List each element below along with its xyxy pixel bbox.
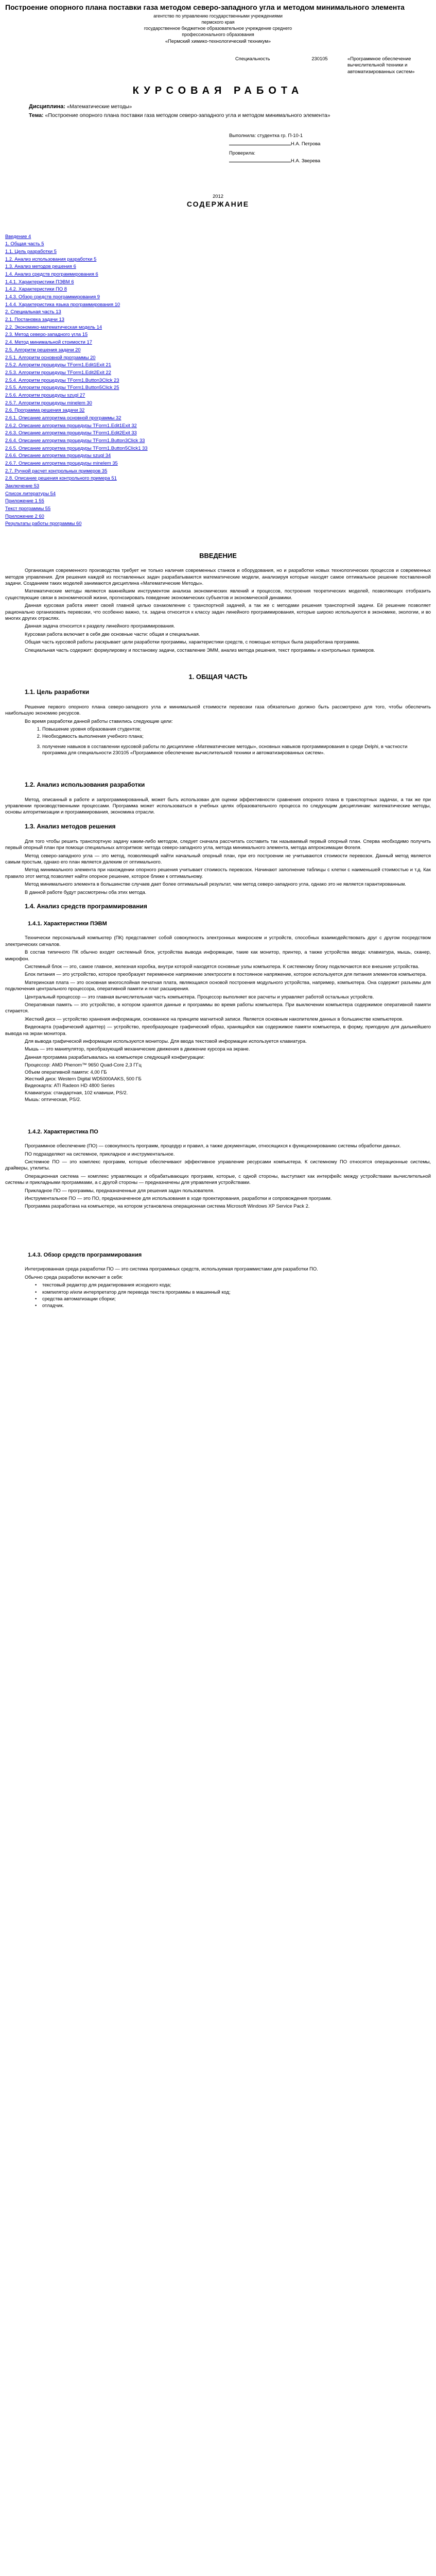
spec-line: Видеокарта: ATI Radeon HD 4800 Series	[25, 1082, 115, 1089]
paragraph: Метод минимального элемента при нахождении опорного решения учитывает стоимость перевозок. Начинают заполнение таблицы с клетки с наименьшей стоимостью и т.д. Как правило этот метод позволяет найти опорное решение, которое ближе к оптимальному.	[5, 867, 431, 879]
paragraph: Интегрированная среда разработки ПО — это система программных средств, используемая программистами для разработки ПО.	[25, 1266, 318, 1272]
toc-link[interactable]: 1.4. Анализ средств программирования 6	[5, 271, 98, 277]
toc-item[interactable]	[5, 474, 431, 482]
checked-by: Проверила:	[229, 150, 255, 156]
toc-item[interactable]	[5, 422, 431, 430]
title-line: агентство по управлению государственными учреждениями	[153, 13, 283, 19]
list-item	[35, 1282, 431, 1288]
goals-list-continued	[5, 743, 431, 756]
title-line: государственное бюджетное образовательное учреждение среднего	[144, 25, 292, 31]
toc-item[interactable]	[5, 399, 431, 407]
toc-link[interactable]: 1. Общая часть 5	[5, 241, 44, 247]
discipline	[29, 103, 431, 111]
discipline-label: Дисциплина:	[29, 103, 66, 110]
toc-link[interactable]: 1.4.2. Характеристики ПО 8	[5, 286, 67, 292]
toc-link[interactable]: 2.5.4. Алгоритм процедуры TForm1.Button3Click 23	[5, 377, 119, 383]
list-item: 1. Повышение уровня образования студентов;	[42, 726, 431, 732]
paragraph: Технически персональный компьютер (ПК) представляет собой совокупность электронных микросхем и устройств, способных взаимодействовать друг с другом посредством электрических сигналов.	[5, 935, 431, 947]
paragraph: Центральный процессор — это главная вычислительная часть компьютера. Процессор выполняет все расчеты и управляет работой остальных устройств.	[25, 993, 374, 999]
section-1-4-3-body	[5, 1266, 431, 1280]
institution-name: «Пермский химико-технологический техникум»	[165, 38, 271, 44]
toc-item[interactable]	[5, 429, 431, 437]
spec-line: Клавиатура: стандартная, 102 клавиши, PS/2.	[25, 1089, 128, 1095]
paragraph: Оперативная память — это устройство, в котором хранятся данные и программы во время работы компьютера. При выключении компьютера содержимое оперативной памяти стирается.	[5, 1001, 431, 1014]
paragraph: Системное ПО — это комплекс программ, которые обеспечивают эффективное управление ресурсами компьютера. К системному ПО относятся операционные системы, драйверы, утилиты.	[5, 1158, 431, 1171]
toc-item[interactable]	[5, 377, 431, 384]
spec-line: Жесткий диск: Western Digital WD5000AAKS, 500 ГБ	[25, 1076, 142, 1081]
paragraph: Метод северо-западного угла — это метод, позволяющий найти начальный опорный план, при его построении не учитываются стоимости перевозок. Данный метод является самым простым, однако его план является далеким от оптимального.	[5, 852, 431, 865]
list-item: 2. Необходимость выполнения учебного плана;	[42, 733, 431, 739]
general-part-title: 1. ОБЩАЯ ЧАСТЬ	[188, 672, 248, 681]
toc-link[interactable]: 2.6.5. Описание алгоритма процедуры TForm1.Button5Click1 33	[5, 445, 148, 451]
section-1-3-title: 1.3. Анализ методов решения	[25, 822, 116, 830]
paragraph: Метод, описанный в работе и запрограммированный, может быть использован для оценки эффективности сравнения опорного плана в транспортных задачах, а так же при управлении производственными процессами. Программа может использоваться в учебных целях образовательного процесса по следующим дисциплинам: математические методы, основы алгоритмизации и программирования, экономика отрасли.	[5, 796, 431, 815]
toc-item[interactable]	[5, 248, 431, 256]
toc-item[interactable]	[5, 392, 431, 399]
toc-link[interactable]: Результаты работы программы 60	[5, 520, 82, 527]
spec-line: Мышь: оптическая, PS/2.	[25, 1096, 81, 1103]
toc-item[interactable]	[5, 233, 431, 241]
toc-item[interactable]	[5, 384, 431, 392]
specialty-name: «Программное обеспечение вычислительной техники и автоматизированных систем»	[347, 56, 415, 74]
toc-link[interactable]: 2.4. Метод минимальной стоимости 17	[5, 339, 92, 345]
title-page	[5, 13, 431, 199]
paragraph: Системный блок — это, самое главное, железная коробка, внутри которой находятся основные узлы компьютера. К системному блоку подключаются все внешние устройства.	[25, 963, 420, 969]
document-page	[5, 0, 431, 1321]
paragraph: Видеокарта (графический адаптер) — устройство, преобразующее графический образ, хранящийся как содержимое памяти компьютера, в форму, пригодную для дальнейшего вывода на экран монитора.	[5, 1024, 431, 1036]
toc-item[interactable]	[5, 256, 431, 263]
theme-value: «Построение опорного плана поставки газа методом северо-западного угла и методом минимального элемента»	[45, 112, 330, 119]
list-item	[35, 1302, 431, 1309]
section-1-3-body	[5, 838, 431, 895]
toc-link[interactable]: 2.6.6. Описание алгоритма процедуры szugl 34	[5, 452, 111, 459]
toc-item[interactable]	[5, 452, 431, 460]
paragraph: В состав типичного ПК обычно входят системный блок, устройства вывода информации, такие как монитор, принтер, а также устройства ввода: клавиатура, мышь, сканер, микрофон.	[5, 949, 431, 961]
toc-link[interactable]: 2.6.7. Описание алгоритма процедуры minelem 35	[5, 460, 118, 466]
paragraph: Во время разработки данной работы ставились следующие цели:	[25, 718, 173, 724]
paragraph: Метод минимального элемента в большинстве случаев дает более оптимальный результат, чем метод северо-западного угла, однако это не является гарантированным.	[25, 881, 406, 887]
toc-item[interactable]	[5, 482, 431, 490]
list-item: 3. получение навыков в составлении курсовой работы по дисциплине «Математические методы», основных навыков программирования в среде Delphi, в частности программа для специальности 230105 «Программное обеспечение вычислительной техники и автоматизированных систем».	[42, 743, 431, 756]
paragraph: Программа разработана на компьютере, на котором установлена операционная система Microsoft Windows XP Service Pack 2.	[25, 1203, 310, 1209]
toc-link[interactable]: 1.3. Анализ методов решения 6	[5, 263, 76, 269]
section-1-4-1-body	[5, 935, 431, 1060]
toc-link[interactable]: Приложение 2 60	[5, 513, 44, 519]
paragraph: Прикладное ПО — программы, предназначенные для решения задач пользователя.	[25, 1187, 215, 1193]
toc-item[interactable]	[5, 293, 431, 301]
spec-line: Объем оперативной памяти: 4,00 ГБ	[25, 1069, 107, 1075]
toc-link[interactable]: 2.5.7. Алгоритм процедуры minelem 30	[5, 399, 92, 405]
list-item-text: текстовый редактор для редактирования исходного кода;	[42, 1282, 171, 1288]
section-1-4-1-title: 1.4.1. Характеристики ПЭВМ	[28, 920, 107, 927]
toc-item[interactable]	[5, 240, 431, 248]
bullet-icon: •	[35, 1295, 37, 1301]
toc-link[interactable]: Текст программы 55	[5, 505, 51, 511]
paragraph: В данной работе будут рассмотрены оба этих метода.	[25, 889, 147, 895]
paragraph: Математические методы являются важнейшим инструментом анализа экономических явлений и процессов, построения теоретических моделей, позволяющих отобразить существующие связи в экономической жизни, прогнозировать поведение экономических субъектов и экономической динамики.	[5, 588, 431, 600]
specialty-code: 230105	[311, 56, 328, 61]
toc-item[interactable]	[5, 460, 431, 467]
discipline-value: «Математические методы»	[66, 104, 132, 110]
section-1-2-title: 1.2. Анализ использования разработки	[25, 781, 145, 788]
section-1-4-2-title: 1.4.2. Характеристика ПО	[28, 1128, 98, 1135]
section-1-4-3-title: 1.4.3. Обзор средств программирования	[28, 1251, 142, 1258]
paragraph: Данная программа разрабатывалась на компьютере следующей конфигурации:	[25, 1054, 205, 1060]
toc-link[interactable]: Введение 4	[5, 233, 31, 239]
toc-item[interactable]	[5, 520, 431, 528]
paragraph: Организация современного производства требует не только наличия современных станков и оборудования, но и разработки новых технологических процессов и современных методов управления. Для решения каждой из поставленных задач разрабатываются математические модели, анализируя которые находят самое оптимальное решение поставленной задачи. Созданием таких моделей занимаются дисциплина «Математические Методы».	[5, 567, 431, 586]
paragraph: Обычно среда разработки включает в себя:	[25, 1274, 123, 1280]
toc-link[interactable]: 2.2. Экономико-математическая модель 14	[5, 324, 102, 330]
specialty-block	[5, 56, 431, 75]
toc-title: СОДЕРЖАНИЕ	[186, 200, 250, 209]
done-by: Выполнила: студентка гр. П-10-1	[229, 132, 303, 139]
goals-list	[5, 726, 431, 739]
paragraph: Данная задача относится к разделу линейного программирования.	[25, 623, 175, 629]
paragraph: Материнская плата — это основная многослойная печатная плата, являющаяся основой построения модульного устройства, например, компьютера. Она содержит разъемы для подключения центрального процессора, оперативной памяти и плат расширения.	[5, 979, 431, 992]
toc-link[interactable]: 2.5.5. Алгоритм процедуры TForm1.Button5Click 25	[5, 384, 119, 391]
toc-link[interactable]: 2.5.1. Алгоритм основной программы 20	[5, 354, 96, 360]
spec-line: Процессор: AMD Phenom™ 9650 Quad-Core 2,3 ГГц	[25, 1062, 142, 1068]
bullet-icon: •	[35, 1302, 37, 1309]
paragraph: Инструментальное ПО — это ПО, предназначенное для использования в ходе проектирования, разработки и сопровождения программ.	[25, 1195, 332, 1201]
toc-item[interactable]	[5, 354, 431, 362]
specialty-label: Специальность	[235, 56, 270, 61]
toc-link[interactable]: 2.8. Описание решения контрольного примера 51	[5, 475, 117, 481]
title-line: пермского края	[201, 19, 235, 25]
paragraph: Программное обеспечение (ПО) — совокупность программ, процедур и правил, а также документации, относящихся к функционированию системы обработки данных.	[25, 1143, 402, 1149]
toc-item[interactable]	[5, 445, 431, 452]
kurs-title: КУРСОВАЯ РАБОТА	[132, 85, 304, 97]
theme-label: Тема:	[29, 112, 44, 119]
toc-link[interactable]: 2.6.4. Описание алгоритма процедуры TForm1.Button3Click 33	[5, 437, 145, 443]
toc-item[interactable]	[5, 490, 431, 498]
paragraph: Для вывода графической информации используются мониторы. Для ввода текстовой информации используется клавиатура.	[25, 1038, 307, 1044]
intro-title: ВВЕДЕНИЕ	[199, 551, 237, 560]
toc-link[interactable]: 2.7. Ручной расчет контрольных примеров 35	[5, 467, 108, 473]
section-1-1-title: 1.1. Цель разработки	[25, 688, 90, 696]
toc-link[interactable]: 1.4.3. Обзор средств программирования 9	[5, 294, 100, 300]
toc-link[interactable]: 2. Специальная часть 13	[5, 309, 61, 315]
document-title: Построение опорного плана поставки газа методом северо-западного угла и методом минимального элемента	[5, 3, 405, 11]
toc-link[interactable]: 2.6. Программа решения задачи 32	[5, 407, 85, 413]
toc-item[interactable]	[5, 369, 431, 377]
toc-item[interactable]	[5, 497, 431, 505]
table-of-contents	[5, 233, 431, 528]
toc-link[interactable]: 2.5.2. Алгоритм процедуры TForm1.Edit1Exit 21	[5, 362, 111, 368]
signatures	[229, 132, 431, 164]
list-item-text: компилятор и/или интерпретатор для перевода текста программы в машинный код;	[42, 1289, 231, 1295]
year: 2012	[213, 193, 223, 199]
bullet-icon: •	[35, 1289, 37, 1295]
toc-link[interactable]: 1.1. Цель разработки 5	[5, 248, 57, 255]
toc-item[interactable]	[5, 308, 431, 316]
toc-item[interactable]	[5, 270, 431, 278]
toc-item[interactable]	[5, 324, 431, 331]
toc-item[interactable]	[5, 346, 431, 354]
intro-body	[5, 567, 431, 653]
list-item	[35, 1295, 431, 1302]
checked-name: Н.А. Зверева	[291, 158, 321, 164]
paragraph: ПО подразделяют на системное, прикладное и инструментальное.	[25, 1150, 175, 1157]
toc-item[interactable]	[5, 513, 431, 520]
toc-item[interactable]	[5, 467, 431, 475]
list-item-text: отладчик.	[42, 1302, 64, 1309]
toc-link[interactable]: Список литературы 54	[5, 490, 56, 496]
pc-specs	[5, 1062, 431, 1103]
title-line: профессионального образования	[182, 31, 254, 37]
toc-link[interactable]: Приложение 1 55	[5, 498, 44, 504]
list-item	[35, 1289, 431, 1295]
paragraph: Общая часть курсовой работы раскрывает цели разработки программы, характеристики средств, с помощью которых была разработана программа.	[25, 639, 360, 645]
toc-item[interactable]	[5, 406, 431, 414]
toc-item[interactable]	[5, 505, 431, 513]
done-name: Н.А. Петрова	[291, 140, 321, 146]
toc-link[interactable]: 2.6.1. Описание алгоритма основной программы 32	[5, 414, 121, 420]
toc-item[interactable]	[5, 285, 431, 293]
ide-components-list	[5, 1282, 431, 1309]
section-1-4-title: 1.4. Анализ средств программирования	[25, 902, 147, 910]
toc-link[interactable]: 2.5.6. Алгоритм процедуры szugl 27	[5, 392, 85, 398]
section-1-4-2-body	[5, 1143, 431, 1210]
paragraph: Курсовая работа включает в себя две основные части: общая и специальная.	[25, 631, 200, 637]
toc-item[interactable]	[5, 301, 431, 309]
toc-item[interactable]	[5, 361, 431, 369]
toc-item[interactable]	[5, 437, 431, 445]
toc-item[interactable]	[5, 338, 431, 346]
paragraph: Специальная часть содержит: формулировку и постановку задачи, составление ЭММ, анализ метода решения, текст программы и контрольных примеров.	[25, 647, 375, 653]
toc-link[interactable]: 2.5. Алгоритм решения задачи 20	[5, 346, 81, 352]
toc-link[interactable]: Заключение 53	[5, 482, 40, 488]
paragraph: Операционная система — комплекс управляющих и обрабатывающих программ, которые, с одной стороны, выступают как интерфейс между устройствами вычислительной системы и прикладными программами, а с другой стороны — предназначены для управления устройствами.	[5, 1173, 431, 1185]
paragraph: Данная курсовая работа имеет своей главной целью ознакомление с транспортной задачей, а так же с методами решения транспортной задачи. Её решение позволяет рационально организовать перевозки, что особенно важно, т.к. задача относится к классу задач линейного программирования, которые широко используются в экономике, экологии, и во многих других отраслях.	[5, 602, 431, 621]
bullet-icon: •	[35, 1282, 37, 1288]
list-item-text: средства автоматизации сборки;	[42, 1295, 116, 1301]
toc-link[interactable]: 1.4.1. Характеристики ПЭВМ 6	[5, 278, 74, 284]
toc-item[interactable]	[5, 331, 431, 338]
toc-link[interactable]: 2.6.3. Описание алгоритма процедуры TForm1.Edit2Exit 33	[5, 430, 137, 436]
paragraph: Жесткий диск — устройство хранения информации, основанное на принципе магнитной записи. Является основным накопителем данных в большинстве компьютеров.	[25, 1015, 404, 1022]
toc-item[interactable]	[5, 278, 431, 286]
paragraph: Для того чтобы решить транспортную задачу каким-либо методом, следует сначала рассчитать составить так называемый первый опорный план. Сперва необходимо получить первый опорный план при помощи специальных алгоритмов: метода северо-западного угла, метода минимального элемента, метода аппроксимации Фогеля.	[5, 838, 431, 851]
paragraph: Блок питания — это устройство, которое преобразует переменное напряжение электросети в постоянное напряжение, которое используется для питания элементов компьютера.	[25, 971, 427, 977]
toc-item[interactable]	[5, 263, 431, 270]
toc-item[interactable]	[5, 316, 431, 324]
toc-link[interactable]: 2.3. Метод северо-западного угла 15	[5, 331, 88, 337]
paragraph: Решение первого опорного плана северо-западного угла и минимальной стоимости перевозки газа обязательно должно быть рассмотрено для того, чтобы обеспечить наибольшую экономию ресурсов.	[5, 703, 431, 716]
toc-item[interactable]	[5, 414, 431, 422]
toc-link[interactable]: 2.6.2. Описание алгоритма процедуры TForm1.Edit1Exit 32	[5, 422, 137, 428]
toc-link[interactable]: 1.4.4. Характеристика языка программирования 10	[5, 301, 120, 307]
toc-link[interactable]: 2.5.3. Алгоритм процедуры TForm1.Edit2Exit 22	[5, 369, 111, 375]
theme	[29, 112, 410, 119]
paragraph: Мышь — это манипулятор, преобразующий механические движения в движение курсора на экране.	[25, 1046, 250, 1052]
toc-link[interactable]: 2.1. Постановка задачи 13	[5, 316, 64, 323]
toc-link[interactable]: 1.2. Анализ использования разработки 5	[5, 256, 97, 262]
